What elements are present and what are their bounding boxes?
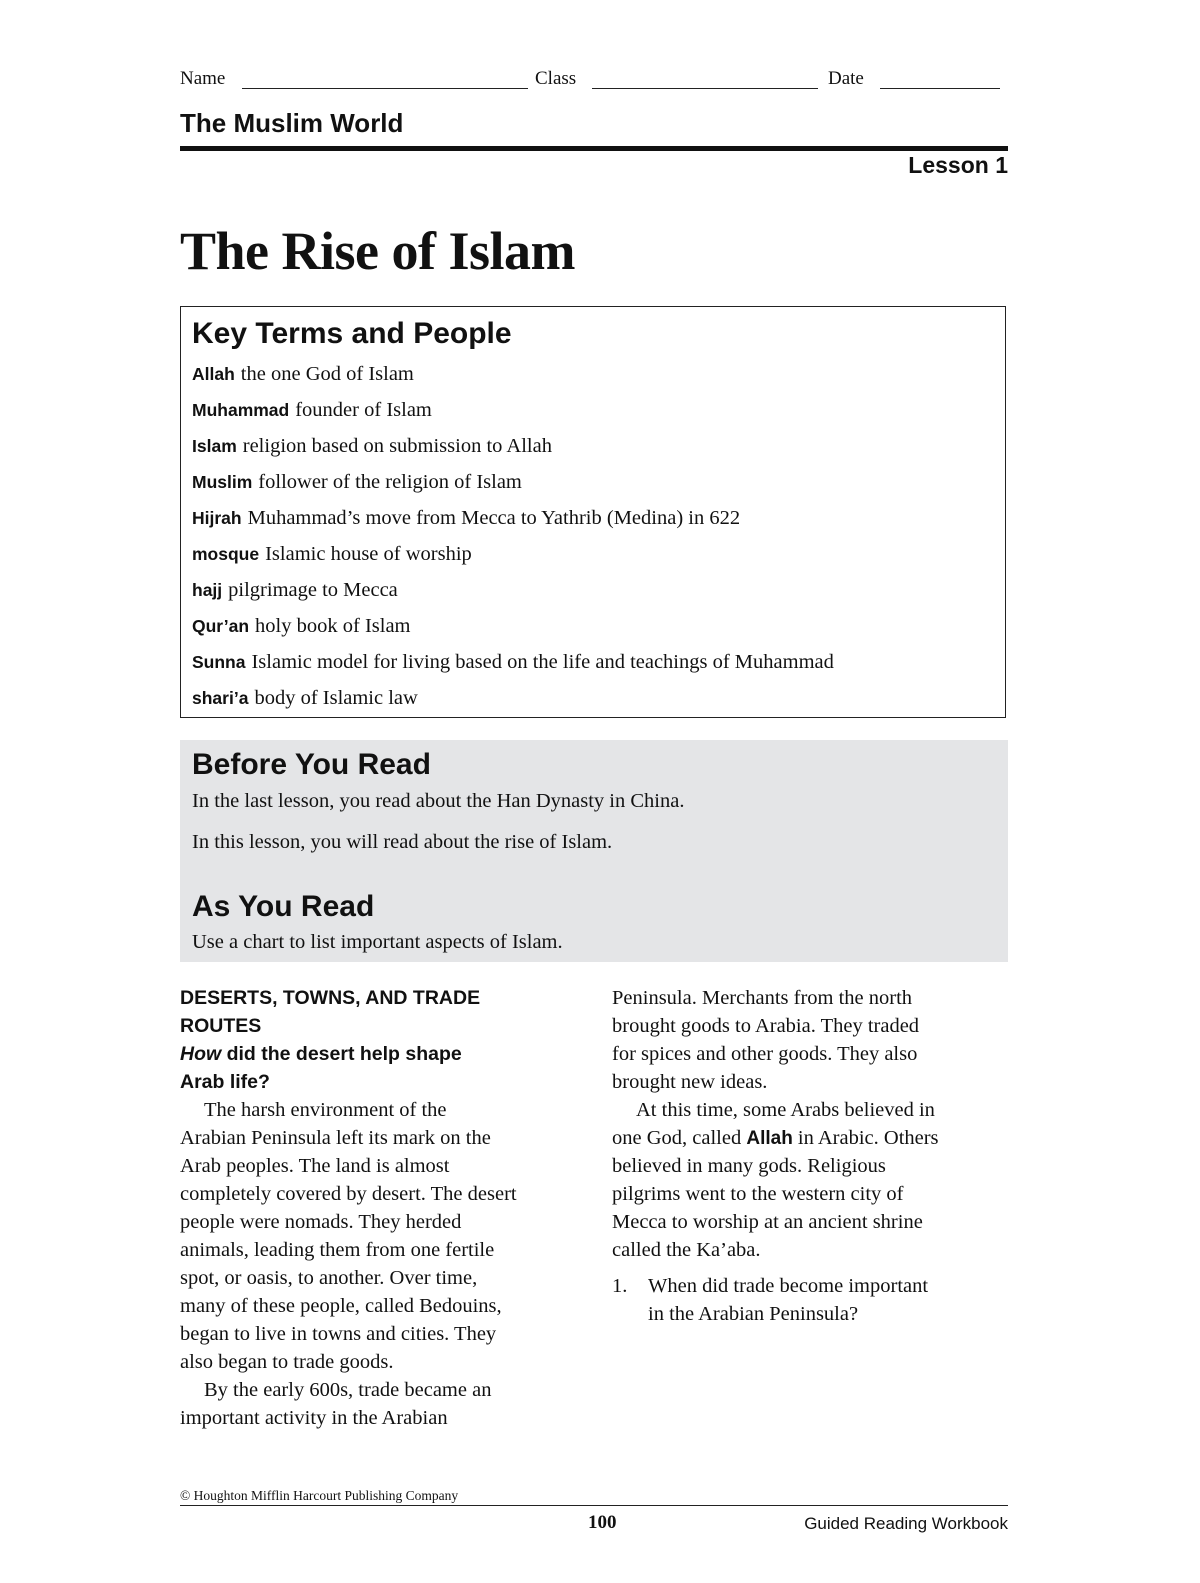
term-word: Allah xyxy=(192,364,235,384)
term-definition: religion based on submission to Allah xyxy=(242,435,552,457)
workbook-title: Guided Reading Workbook xyxy=(804,1514,1008,1533)
guiding-question-text: Arab life? xyxy=(180,1071,270,1093)
before-you-read-line: In this lesson, you will read about the rise of Islam. xyxy=(192,831,613,853)
body-line: for spices and other goods. They also xyxy=(612,1043,918,1065)
term-definition: founder of Islam xyxy=(295,399,432,421)
term-definition: Muhammad’s move from Mecca to Yathrib (Medina) in 622 xyxy=(247,507,741,529)
body-line: animals, leading them from one fertile xyxy=(180,1239,495,1261)
question-line: When did trade become important xyxy=(648,1275,929,1297)
date-label: Date xyxy=(828,68,864,89)
term-row xyxy=(192,615,411,638)
question-number: 1. xyxy=(612,1275,628,1297)
body-line: The harsh environment of the xyxy=(204,1099,447,1121)
body-line: spot, or oasis, to another. Over time, xyxy=(180,1267,478,1289)
section-heading xyxy=(180,984,580,1040)
body-line: called the Ka’aba. xyxy=(612,1239,761,1261)
copyright-notice: © Houghton Mifflin Harcourt Publishing Company xyxy=(180,1488,459,1503)
term-row xyxy=(192,687,418,710)
term-definition: body of Islamic law xyxy=(254,687,418,709)
body-line: Mecca to worship at an ancient shrine xyxy=(612,1211,923,1233)
body-line: brought goods to Arabia. They traded xyxy=(612,1015,920,1037)
body-line: At this time, some Arabs believed in xyxy=(636,1099,935,1121)
term-word: shari’a xyxy=(192,688,249,708)
term-word: mosque xyxy=(192,544,260,564)
key-terms-box xyxy=(180,306,1006,718)
term-word: Sunna xyxy=(192,652,246,672)
term-word: hajj xyxy=(192,580,223,600)
term-row xyxy=(192,399,432,422)
date-blank[interactable] xyxy=(880,88,1000,89)
body-text: one God, called xyxy=(612,1127,747,1149)
body-line: By the early 600s, trade became an xyxy=(204,1379,492,1401)
body-line: many of these people, called Bedouins, xyxy=(180,1295,502,1317)
key-terms-heading: Key Terms and People xyxy=(192,317,512,350)
term-row xyxy=(192,363,414,386)
term-definition: follower of the religion of Islam xyxy=(258,471,522,493)
term-definition: Islamic house of worship xyxy=(265,543,472,565)
term-row xyxy=(192,651,834,674)
term-row xyxy=(192,435,552,458)
name-blank[interactable] xyxy=(242,88,528,89)
term-row xyxy=(192,579,398,602)
section-heading-line: DESERTS, TOWNS, AND TRADE xyxy=(180,987,481,1009)
page-title: The Rise of Islam xyxy=(180,221,575,281)
before-you-read-line: In the last lesson, you read about the Han Dynasty in China. xyxy=(192,790,685,812)
as-you-read-text: Use a chart to list important aspects of Islam. xyxy=(192,931,563,953)
header-divider xyxy=(180,146,1008,151)
guiding-question-emphasis: How xyxy=(180,1043,222,1065)
term-definition: the one God of Islam xyxy=(240,363,414,385)
term-row xyxy=(192,471,522,494)
body-line: Arab peoples. The land is almost xyxy=(180,1155,450,1177)
left-column xyxy=(180,984,580,1432)
term-word: Hijrah xyxy=(192,508,242,528)
term-row xyxy=(192,507,740,530)
body-line: believed in many gods. Religious xyxy=(612,1155,886,1177)
term-row xyxy=(192,543,472,566)
term-definition: Islamic model for living based on the life and teachings of Muhammad xyxy=(251,651,834,673)
term-word: Islam xyxy=(192,436,237,456)
guiding-question xyxy=(180,1040,580,1096)
body-line: brought new ideas. xyxy=(612,1071,768,1093)
page-number: 100 xyxy=(588,1512,617,1533)
guiding-question-text: did the desert help shape xyxy=(221,1043,462,1065)
term-word: Muhammad xyxy=(192,400,290,420)
term-definition: holy book of Islam xyxy=(255,615,411,637)
body-line: important activity in the Arabian xyxy=(180,1407,448,1429)
body-line: completely covered by desert. The desert xyxy=(180,1183,517,1205)
class-label: Class xyxy=(535,68,577,89)
right-column xyxy=(612,984,1008,1328)
class-blank[interactable] xyxy=(592,88,818,89)
student-info-row xyxy=(180,66,1008,94)
term-word: Muslim xyxy=(192,472,253,492)
term-definition: pilgrimage to Mecca xyxy=(228,579,398,601)
name-label: Name xyxy=(180,68,226,89)
term-word: Qur’an xyxy=(192,616,250,636)
lesson-label: Lesson 1 xyxy=(908,152,1008,178)
body-text: in Arabic. Others xyxy=(792,1127,939,1149)
body-line: pilgrims went to the western city of xyxy=(612,1183,904,1205)
reading-guide-box xyxy=(180,740,1008,962)
body-line: people were nomads. They herded xyxy=(180,1211,462,1233)
footer-divider xyxy=(180,1505,1008,1506)
body-line: began to live in towns and cities. They xyxy=(180,1323,497,1345)
before-you-read-heading: Before You Read xyxy=(192,748,431,781)
section-heading-line: ROUTES xyxy=(180,1015,262,1037)
body-line xyxy=(612,1124,1008,1152)
as-you-read-heading: As You Read xyxy=(192,890,375,923)
question-line: in the Arabian Peninsula? xyxy=(648,1303,859,1325)
body-line: also began to trade goods. xyxy=(180,1351,394,1373)
body-line: Arabian Peninsula left its mark on the xyxy=(180,1127,491,1149)
body-line: Peninsula. Merchants from the north xyxy=(612,987,913,1009)
key-term-highlight: Allah xyxy=(746,1128,793,1149)
review-question xyxy=(612,1272,1008,1328)
unit-title: The Muslim World xyxy=(180,108,404,138)
